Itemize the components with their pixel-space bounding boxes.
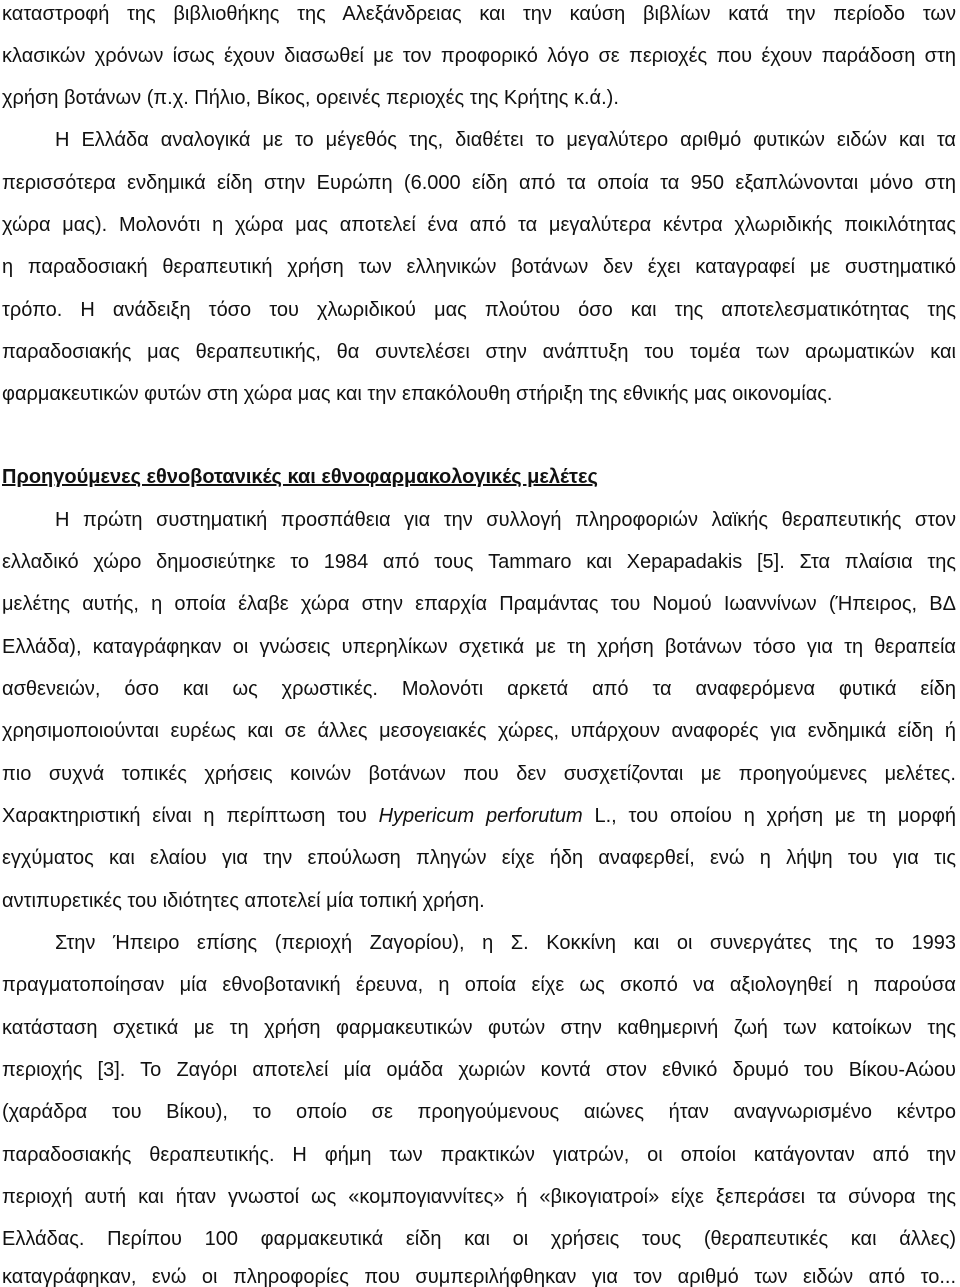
section-heading: Προηγούμενες εθνοβοτανικές και εθνοφαρμακολογικές μελέτες xyxy=(2,466,598,488)
paragraph-line: χρήση βοτάνων (π.χ. Πήλιο, Βίκος, ορεινές περιοχές της Κρήτης κ.ά.). xyxy=(2,87,619,109)
paragraph-line: καταγράφηκαν, ενώ οι πληροφορίες που συμπεριλήφθηκαν για τον αριθμό των ειδών από το... xyxy=(2,1266,956,1287)
paragraph-line: κλασικών χρόνων ίσως έχουν διασωθεί με τον προφορικό λόγο σε περιοχές που έχουν παράδοση στη xyxy=(2,45,956,67)
species-name: Hypericum perforutum xyxy=(378,805,583,827)
paragraph-line: η παραδοσιακή θεραπευτική χρήση των ελληνικών βοτάνων δεν έχει καταγραφεί με συστηματικό xyxy=(2,256,956,278)
paragraph-line: (χαράδρα του Βίκου), το οποίο σε προηγούμενους αιώνες ήταν αναγνωρισμένο κέντρο xyxy=(2,1101,956,1123)
paragraph-line: εγχύματος και ελαίου για την επούλωση πληγών είχε ήδη αναφερθεί, ενώ η λήψη του για τις xyxy=(2,847,956,869)
paragraph-line: Η Ελλάδα αναλογικά με το μέγεθός της, διαθέτει το μεγαλύτερο αριθμό φυτικών ειδών και τα xyxy=(55,129,956,151)
line-text: Χαρακτηριστική είναι η περίπτωση του xyxy=(2,805,379,827)
paragraph-line: τρόπο. Η ανάδειξη τόσο του χλωριδικού μας πλούτου όσο και της αποτελεσματικότητας της xyxy=(2,299,956,321)
paragraph-line: Η πρώτη συστηματική προσπάθεια για την συλλογή πληροφοριών λαϊκής θεραπευτικής στον xyxy=(55,509,956,531)
paragraph-line: αντιπυρετικές του ιδιότητες αποτελεί μία τοπική χρήση. xyxy=(2,890,485,912)
paragraph-line: παραδοσιακής θεραπευτικής. Η φήμη των πρακτικών γιατρών, οι οποίοι κατάγονταν από την xyxy=(2,1144,956,1166)
paragraph-line: μελέτης αυτής, η οποία έλαβε χώρα στην επαρχία Πραμάντας του Νομού Ιωαννίνων (Ήπειρος, ΒΔ xyxy=(2,593,956,615)
paragraph-line: παραδοσιακής μας θεραπευτικής, θα συντελέσει στην ανάπτυξη του τομέα των αρωματικών και xyxy=(2,341,956,363)
paragraph-line: Στην Ήπειρο επίσης (περιοχή Ζαγορίου), η Σ. Κοκκίνη και οι συνεργάτες της το 1993 xyxy=(55,932,956,954)
paragraph-line: πραγματοποίησαν μία εθνοβοτανική έρευνα, η οποία είχε ως σκοπό να αξιολογηθεί η παρούσα xyxy=(2,974,956,996)
paragraph-line: Ελλάδα), καταγράφηκαν οι γνώσεις υπερηλίκων σχετικά με τη χρήση βοτάνων τόσο για τη θεραπεία xyxy=(2,636,956,658)
paragraph-line: φαρμακευτικών φυτών στη χώρα μας και την επακόλουθη στήριξη της εθνικής μας οικονομίας. xyxy=(2,383,833,405)
paragraph-line xyxy=(2,803,956,829)
paragraph-line: Ελλάδας. Περίπου 100 φαρμακευτικά είδη και οι χρήσεις τους (θεραπευτικές και άλλες) xyxy=(2,1228,956,1250)
paragraph-line: χώρα μας). Μολονότι η χώρα μας αποτελεί ένα από τα μεγαλύτερα κέντρα χλωριδικής ποικιλότητας xyxy=(2,214,956,236)
paragraph-line: κατάσταση σχετικά με τη χρήση φαρμακευτικών φυτών στην καθημερινή ζωή των κατοίκων της xyxy=(2,1017,956,1039)
paragraph-line: ασθενειών, όσο και ως χρωστικές. Μολονότι αρκετά από τα αναφερόμενα φυτικά είδη xyxy=(2,678,956,700)
paragraph-line: καταστροφή της βιβλιοθήκης της Αλεξάνδρειας και την καύση βιβλίων κατά την περίοδο των xyxy=(2,3,956,25)
paragraph-line: περιοχή αυτή και ήταν γνωστοί ως «κομπογιαννίτες» ή «βικογιατροί» είχε ξεπεράσει τα σύνορα της xyxy=(2,1186,956,1208)
paragraph-line: περισσότερα ενδημικά είδη στην Ευρώπη (6.000 είδη από τα οποία τα 950 εξαπλώνονται μόνο στη xyxy=(2,172,956,194)
paragraph-line: περιοχής [3]. Το Ζαγόρι αποτελεί μία ομάδα χωριών κοντά στον εθνικό δρυμό του Βίκου-Αώου xyxy=(2,1059,956,1081)
line-text: L., του οποίου η χρήση με τη μορφή xyxy=(582,805,956,827)
paragraph-line: ελλαδικό χώρο δημοσιεύτηκε το 1984 από τους Tammaro και Xepapadakis [5]. Στα πλαίσια της xyxy=(2,551,956,573)
paragraph-line: χρησιμοποιούνται ευρέως και σε άλλες μεσογειακές χώρες, υπάρχουν αναφορές για ενδημικά είδη ή xyxy=(2,720,956,742)
paragraph-line: πιο συχνά τοπικές χρήσεις κοινών βοτάνων που δεν συσχετίζονται με προηγούμενες μελέτες. xyxy=(2,763,956,785)
